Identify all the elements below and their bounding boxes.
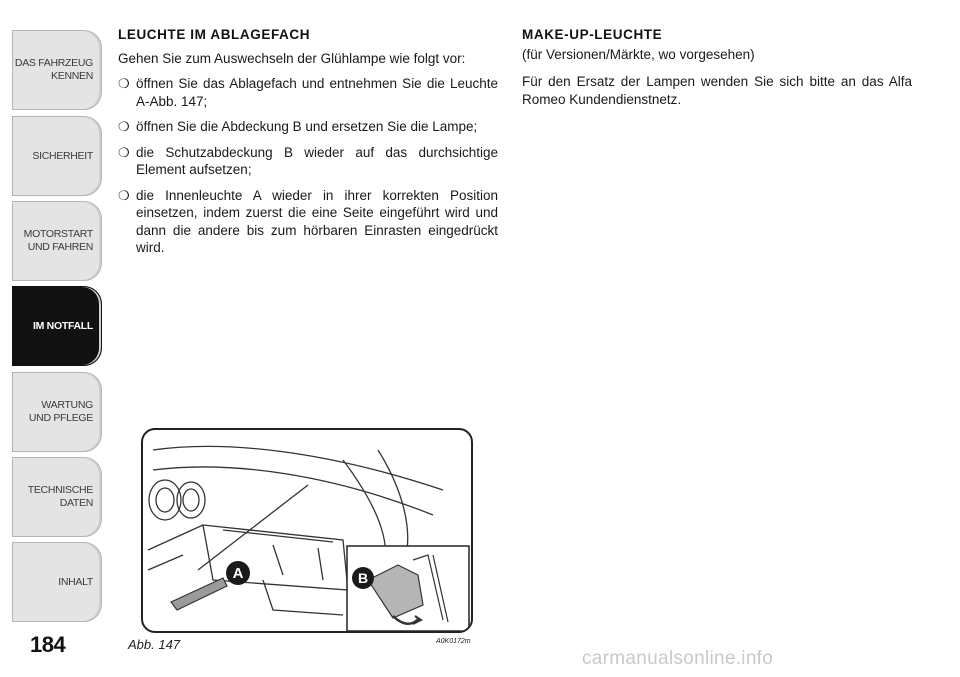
list-item: ❍ öffnen Sie die Abdeckung B und ersetzen Sie die Lampe; bbox=[118, 119, 478, 134]
tab-technische-daten[interactable] bbox=[12, 457, 102, 537]
tab-label: DAS FAHRZEUG KENNEN bbox=[14, 57, 93, 82]
tab-das-fahrzeug-kennen[interactable] bbox=[12, 30, 102, 110]
page-number: 184 bbox=[30, 632, 66, 657]
tab-im-notfall[interactable] bbox=[12, 286, 102, 366]
steps-list bbox=[118, 75, 498, 257]
label-b: B bbox=[357, 570, 369, 586]
figure-code: A0K0172m bbox=[436, 638, 471, 645]
figure-caption: Abb. 147 bbox=[128, 637, 181, 652]
right-column bbox=[522, 26, 912, 116]
tab-label: IM NOTFALL bbox=[33, 319, 93, 332]
tab-label: SICHERHEIT bbox=[32, 149, 93, 162]
tab-label: INHALT bbox=[58, 575, 93, 588]
tab-motorstart-und-fahren[interactable] bbox=[12, 201, 102, 281]
list-item: ❍ die Schutzabdeckung B wieder auf das durchsichtige Element aufsetzen; bbox=[118, 144, 498, 177]
section-heading-leuchte-im-ablagefach: LEUCHTE IM ABLAGEFACH bbox=[118, 27, 311, 42]
bullet-icon: ❍ bbox=[118, 119, 130, 134]
bullet-icon: ❍ bbox=[118, 144, 130, 160]
tab-inhalt[interactable] bbox=[12, 542, 102, 622]
figure-glovebox-lamp bbox=[141, 428, 473, 633]
tab-label: TECHNISCHE DATEN bbox=[27, 484, 93, 509]
tab-label: MOTORSTART UND FAHREN bbox=[23, 228, 93, 253]
tab-wartung-und-pflege[interactable] bbox=[12, 372, 102, 452]
glovebox-illustration bbox=[143, 430, 471, 631]
list-item: ❍ die Innenleuchte A wieder in ihrer korrekten Position einsetzen, indem zuerst die eine Seite eingeführt wird und dann die andere bis zum hörbaren Einrasten eingedrückt wird. bbox=[118, 187, 498, 255]
tab-sicherheit[interactable] bbox=[12, 116, 102, 196]
section-heading-make-up-leuchte: MAKE-UP-LEUCHTE bbox=[522, 27, 663, 42]
label-a: A bbox=[232, 565, 244, 582]
list-item: ❍ öffnen Sie das Ablagefach und entnehmen Sie die Leuchte A-Abb. 147; bbox=[118, 76, 498, 109]
bullet-icon: ❍ bbox=[118, 187, 130, 203]
intro-text: Gehen Sie zum Auswechseln der Glühlampe wie folgt vor: bbox=[118, 50, 466, 66]
left-column bbox=[118, 26, 498, 265]
tab-label: WARTUNG UND PFLEGE bbox=[28, 399, 93, 424]
body-text: Für den Ersatz der Lampen wenden Sie sich bitte an das Alfa Romeo Kundendienstnetz. bbox=[522, 74, 912, 107]
section-subheading: (für Versionen/Märkte, wo vorgesehen) bbox=[522, 46, 755, 62]
watermark: carmanualsonline.info bbox=[582, 648, 774, 669]
bullet-icon: ❍ bbox=[118, 76, 130, 91]
